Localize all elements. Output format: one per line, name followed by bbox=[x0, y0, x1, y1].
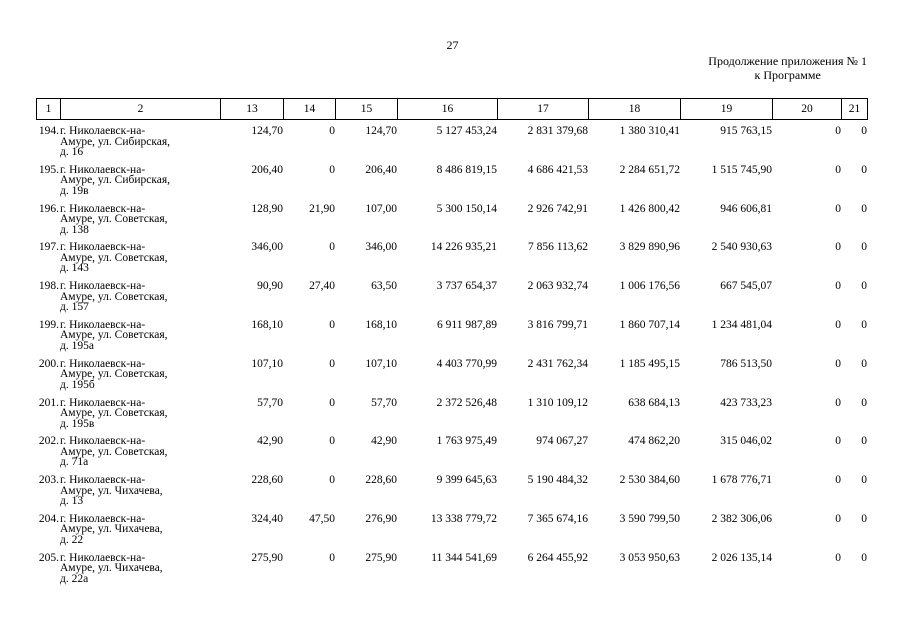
row-number: 199. bbox=[38, 318, 59, 331]
address-line: д. 143 bbox=[60, 262, 89, 275]
value-cell-col-20: 0 bbox=[835, 512, 841, 525]
value-cell-col-21: 0 bbox=[861, 435, 867, 448]
value-cell-col-19: 2 026 135,14 bbox=[711, 551, 772, 564]
value-cell-col-15: 57,70 bbox=[371, 396, 397, 409]
row-number: 203. bbox=[38, 474, 59, 487]
address-line: д. 19в bbox=[60, 184, 89, 197]
address-cell bbox=[60, 475, 220, 514]
value-cell-col-18: 474 862,20 bbox=[628, 435, 680, 448]
value-cell-col-14: 0 bbox=[329, 551, 335, 564]
value-cell-col-21: 0 bbox=[861, 318, 867, 331]
value-cell-col-20: 0 bbox=[835, 202, 841, 215]
value-cell-col-15: 346,00 bbox=[365, 241, 397, 254]
address-line: д. 13 bbox=[60, 495, 84, 508]
value-cell-col-16: 4 403 770,99 bbox=[436, 357, 497, 370]
value-cell-col-18: 2 530 384,60 bbox=[619, 474, 680, 487]
value-cell-col-13: 346,00 bbox=[251, 241, 283, 254]
value-cell-col-18: 3 829 890,96 bbox=[619, 241, 680, 254]
value-cell-col-21: 0 bbox=[861, 512, 867, 525]
value-cell-col-20: 0 bbox=[835, 280, 841, 293]
value-cell-col-19: 1 515 745,90 bbox=[711, 163, 772, 176]
column-header-table bbox=[36, 98, 868, 120]
value-cell-col-19: 1 678 776,71 bbox=[711, 474, 772, 487]
address-line: д. 195а bbox=[60, 339, 94, 352]
table-row bbox=[36, 165, 867, 204]
address-cell bbox=[60, 281, 220, 320]
address-line: г. Николаевск-на- bbox=[60, 163, 146, 176]
address-cell bbox=[60, 514, 220, 553]
address-cell bbox=[60, 398, 220, 437]
value-cell-col-20: 0 bbox=[835, 474, 841, 487]
address-line: Амуре, ул. Советская, bbox=[60, 329, 168, 342]
address-line: д. 22 bbox=[60, 533, 84, 546]
address-line: Амуре, ул. Советская, bbox=[60, 368, 168, 381]
value-cell-col-14: 0 bbox=[329, 474, 335, 487]
address-line: Амуре, ул. Сибирская, bbox=[60, 135, 171, 148]
row-number: 195. bbox=[38, 163, 59, 176]
row-number: 194. bbox=[38, 125, 59, 137]
address-line: г. Николаевск-на- bbox=[60, 241, 146, 254]
value-cell-col-16: 14 226 935,21 bbox=[430, 241, 497, 254]
row-number: 202. bbox=[38, 435, 59, 448]
value-cell-col-13: 228,60 bbox=[251, 474, 283, 487]
address-line: Амуре, ул. Советская, bbox=[60, 407, 168, 420]
column-number-13: 13 bbox=[221, 99, 284, 120]
column-number-18: 18 bbox=[589, 99, 681, 120]
value-cell-col-16: 5 300 150,14 bbox=[436, 202, 497, 215]
address-cell bbox=[60, 165, 220, 204]
row-number: 200. bbox=[38, 357, 59, 370]
address-line: Амуре, ул. Чихачева, bbox=[60, 523, 163, 536]
address-line: г. Николаевск-на- bbox=[60, 474, 146, 487]
value-cell-col-21: 0 bbox=[861, 280, 867, 293]
row-number: 198. bbox=[38, 280, 59, 293]
address-line: Амуре, ул. Советская, bbox=[60, 251, 168, 264]
table-row bbox=[36, 204, 867, 243]
value-cell-col-21: 0 bbox=[861, 163, 867, 176]
address-line: Амуре, ул. Советская, bbox=[60, 290, 168, 303]
value-cell-col-14: 0 bbox=[329, 396, 335, 409]
column-number-19: 19 bbox=[681, 99, 773, 120]
address-line: г. Николаевск-на- bbox=[60, 396, 146, 409]
table-row bbox=[36, 242, 867, 281]
address-cell bbox=[60, 126, 220, 165]
value-cell-col-14: 0 bbox=[329, 318, 335, 331]
value-cell-col-18: 1 426 800,42 bbox=[619, 202, 680, 215]
column-number-20: 20 bbox=[773, 99, 842, 120]
column-number-21: 21 bbox=[842, 99, 868, 120]
value-cell-col-13: 42,90 bbox=[257, 435, 283, 448]
data-table bbox=[36, 126, 867, 592]
value-cell-col-19: 1 234 481,04 bbox=[711, 318, 772, 331]
value-cell-col-14: 0 bbox=[329, 435, 335, 448]
value-cell-col-18: 3 590 799,50 bbox=[619, 512, 680, 525]
address-line: Амуре, ул. Чихачева, bbox=[60, 562, 163, 575]
value-cell-col-17: 7 856 113,62 bbox=[528, 241, 588, 254]
value-cell-col-20: 0 bbox=[835, 435, 841, 448]
value-cell-col-17: 2 926 742,91 bbox=[527, 202, 588, 215]
address-cell bbox=[60, 204, 220, 243]
value-cell-col-16: 8 486 819,15 bbox=[436, 163, 497, 176]
address-line: Амуре, ул. Советская, bbox=[60, 213, 168, 226]
value-cell-col-14: 0 bbox=[329, 125, 335, 137]
value-cell-col-19: 423 733,23 bbox=[720, 396, 772, 409]
table-row bbox=[36, 436, 867, 475]
value-cell-col-17: 2 063 932,74 bbox=[527, 280, 588, 293]
value-cell-col-15: 228,60 bbox=[365, 474, 397, 487]
row-number: 197. bbox=[38, 241, 59, 254]
value-cell-col-17: 6 264 455,92 bbox=[527, 551, 588, 564]
address-line: д. 138 bbox=[60, 223, 89, 236]
value-cell-col-20: 0 bbox=[835, 318, 841, 331]
continuation-line-2: к Программе bbox=[754, 68, 821, 82]
address-line: г. Николаевск-на- bbox=[60, 202, 146, 215]
column-number-16: 16 bbox=[398, 99, 498, 120]
table-row bbox=[36, 398, 867, 437]
value-cell-col-16: 2 372 526,48 bbox=[436, 396, 497, 409]
continuation-line-1: Продолжение приложения № 1 bbox=[708, 54, 867, 68]
value-cell-col-17: 1 310 109,12 bbox=[527, 396, 588, 409]
value-cell-col-17: 2 831 379,68 bbox=[527, 125, 588, 137]
value-cell-col-15: 206,40 bbox=[365, 163, 397, 176]
address-line: г. Николаевск-на- bbox=[60, 280, 146, 293]
value-cell-col-16: 9 399 645,63 bbox=[436, 474, 497, 487]
value-cell-col-19: 786 513,50 bbox=[720, 357, 772, 370]
address-line: Амуре, ул. Чихачева, bbox=[60, 484, 163, 497]
value-cell-col-13: 107,10 bbox=[251, 357, 283, 370]
value-cell-col-14: 0 bbox=[329, 163, 335, 176]
row-number: 204. bbox=[38, 512, 59, 525]
row-number: 205. bbox=[38, 551, 59, 564]
table-row bbox=[36, 126, 867, 165]
value-cell-col-13: 57,70 bbox=[257, 396, 283, 409]
value-cell-col-15: 124,70 bbox=[365, 125, 397, 137]
value-cell-col-16: 5 127 453,24 bbox=[436, 125, 497, 137]
value-cell-col-14: 27,40 bbox=[309, 280, 335, 293]
address-line: д. 195б bbox=[60, 378, 95, 391]
table-row bbox=[36, 475, 867, 514]
address-line: д. 22а bbox=[60, 572, 89, 585]
value-cell-col-17: 3 816 799,71 bbox=[527, 318, 588, 331]
value-cell-col-13: 324,40 bbox=[251, 512, 283, 525]
address-cell bbox=[60, 242, 220, 281]
address-cell bbox=[60, 553, 220, 592]
value-cell-col-13: 90,90 bbox=[257, 280, 283, 293]
value-cell-col-20: 0 bbox=[835, 396, 841, 409]
value-cell-col-17: 5 190 484,32 bbox=[527, 474, 588, 487]
column-number-1: 1 bbox=[37, 99, 61, 120]
value-cell-col-19: 946 606,81 bbox=[720, 202, 772, 215]
value-cell-col-20: 0 bbox=[835, 125, 841, 137]
value-cell-col-15: 107,10 bbox=[365, 357, 397, 370]
value-cell-col-20: 0 bbox=[835, 357, 841, 370]
column-number-row bbox=[37, 99, 868, 120]
value-cell-col-21: 0 bbox=[861, 551, 867, 564]
table-row bbox=[36, 320, 867, 359]
value-cell-col-21: 0 bbox=[861, 396, 867, 409]
value-cell-col-16: 13 338 779,72 bbox=[430, 512, 497, 525]
value-cell-col-14: 21,90 bbox=[309, 202, 335, 215]
value-cell-col-18: 2 284 651,72 bbox=[619, 163, 680, 176]
value-cell-col-21: 0 bbox=[861, 241, 867, 254]
address-line: г. Николаевск-на- bbox=[60, 318, 146, 331]
address-line: Амуре, ул. Советская, bbox=[60, 445, 168, 458]
value-cell-col-18: 3 053 950,63 bbox=[619, 551, 680, 564]
value-cell-col-20: 0 bbox=[835, 163, 841, 176]
value-cell-col-21: 0 bbox=[861, 125, 867, 137]
value-cell-col-19: 315 046,02 bbox=[720, 435, 772, 448]
value-cell-col-18: 638 684,13 bbox=[628, 396, 680, 409]
value-cell-col-16: 11 344 541,69 bbox=[431, 551, 497, 564]
value-cell-col-13: 124,70 bbox=[251, 125, 283, 137]
row-number: 201. bbox=[38, 396, 59, 409]
value-cell-col-18: 1 380 310,41 bbox=[619, 125, 680, 137]
table-row bbox=[36, 359, 867, 398]
value-cell-col-17: 974 067,27 bbox=[536, 435, 588, 448]
page-number: 27 bbox=[446, 38, 459, 52]
value-cell-col-15: 168,10 bbox=[365, 318, 397, 331]
address-cell bbox=[60, 359, 220, 398]
value-cell-col-21: 0 bbox=[861, 202, 867, 215]
value-cell-col-13: 206,40 bbox=[251, 163, 283, 176]
address-line: г. Николаевск-на- bbox=[60, 125, 146, 137]
value-cell-col-17: 2 431 762,34 bbox=[527, 357, 588, 370]
address-line: д. 157 bbox=[60, 301, 89, 314]
value-cell-col-19: 915 763,15 bbox=[720, 125, 772, 137]
table-row bbox=[36, 553, 867, 592]
value-cell-col-15: 276,90 bbox=[365, 512, 397, 525]
address-line: д. 16 bbox=[60, 146, 84, 158]
value-cell-col-17: 7 365 674,16 bbox=[527, 512, 588, 525]
value-cell-col-18: 1 185 495,15 bbox=[619, 357, 680, 370]
value-cell-col-20: 0 bbox=[835, 241, 841, 254]
value-cell-col-21: 0 bbox=[861, 357, 867, 370]
column-number-2: 2 bbox=[61, 99, 221, 120]
value-cell-col-18: 1 006 176,56 bbox=[619, 280, 680, 293]
address-line: г. Николаевск-на- bbox=[60, 551, 146, 564]
value-cell-col-19: 2 540 930,63 bbox=[711, 241, 772, 254]
address-line: Амуре, ул. Сибирская, bbox=[60, 174, 171, 187]
value-cell-col-21: 0 bbox=[861, 474, 867, 487]
value-cell-col-19: 2 382 306,06 bbox=[711, 512, 772, 525]
address-line: г. Николаевск-на- bbox=[60, 512, 146, 525]
value-cell-col-17: 4 686 421,53 bbox=[527, 163, 588, 176]
column-number-17: 17 bbox=[498, 99, 589, 120]
address-cell bbox=[60, 320, 220, 359]
value-cell-col-13: 168,10 bbox=[251, 318, 283, 331]
value-cell-col-19: 667 545,07 bbox=[720, 280, 772, 293]
value-cell-col-14: 47,50 bbox=[309, 512, 335, 525]
value-cell-col-16: 6 911 987,89 bbox=[437, 318, 497, 331]
value-cell-col-18: 1 860 707,14 bbox=[619, 318, 680, 331]
value-cell-col-14: 0 bbox=[329, 357, 335, 370]
value-cell-col-15: 42,90 bbox=[371, 435, 397, 448]
value-cell-col-20: 0 bbox=[835, 551, 841, 564]
value-cell-col-13: 275,90 bbox=[251, 551, 283, 564]
address-line: г. Николаевск-на- bbox=[60, 435, 146, 448]
value-cell-col-13: 128,90 bbox=[251, 202, 283, 215]
address-line: д. 71а bbox=[60, 456, 89, 469]
address-line: д. 195в bbox=[60, 417, 95, 430]
continuation-note bbox=[708, 54, 867, 82]
value-cell-col-15: 63,50 bbox=[371, 280, 397, 293]
value-cell-col-16: 1 763 975,49 bbox=[436, 435, 497, 448]
address-cell bbox=[60, 436, 220, 475]
value-cell-col-15: 107,00 bbox=[365, 202, 397, 215]
address-line: г. Николаевск-на- bbox=[60, 357, 146, 370]
value-cell-col-16: 3 737 654,37 bbox=[436, 280, 497, 293]
table-row bbox=[36, 514, 867, 553]
column-number-14: 14 bbox=[284, 99, 336, 120]
value-cell-col-14: 0 bbox=[329, 241, 335, 254]
row-number: 196. bbox=[38, 202, 59, 215]
value-cell-col-15: 275,90 bbox=[365, 551, 397, 564]
table-row bbox=[36, 281, 867, 320]
column-number-15: 15 bbox=[336, 99, 398, 120]
